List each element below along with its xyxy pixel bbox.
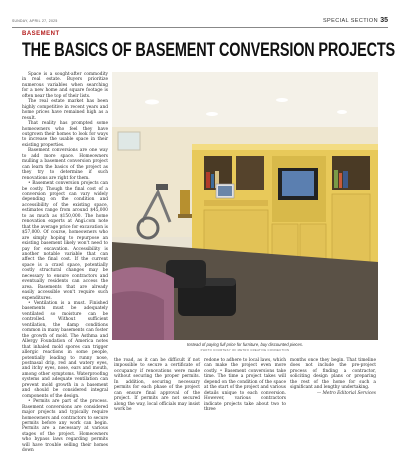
paragraph: redone to adhere to local laws, which can make the project even more costly. • Basement conversions take time. The time a project takes will depend on the condition of the space at the start of the project and various details unique to each conversion. However, various contractors indicate projects take about two to three (204, 358, 286, 413)
page-masthead (12, 17, 388, 28)
photo-caption: Instead of paying full price for furniture, buy discounted pieces. (186, 342, 304, 347)
paragraph: • Ventilation is a must. Finished basements must be adequately ventilated so moisture can be controlled. Without sufficient ventilation, the damp conditions common in many basements can foster the growth of mold. The Asthma and Allergy Foundation of America notes that inhaled mold spores can trigger allergic reactions in some people, potentially leading to runny nose, postnasal drip, red and watery eyes, and itchy eyes, nose, ears and mouth, among other symptoms. Waterproofing systems and adequate ventilation can prevent mold growth in a basement and should be considered integral components of the design. (22, 301, 108, 399)
paragraph: months once they begin. That timeline does not include the pre-project process of finding a contractor, soliciting design plans or preparing the rest of the home for such a significant and lengthy undertaking. (290, 358, 376, 391)
article-column-1 (22, 72, 108, 454)
section-label: SPECIAL SECTION (322, 18, 378, 24)
article-byline: — Metro Editorial Services (316, 390, 376, 396)
paragraph: the road, as it can be difficult if not impossible to secure a certificate of occupancy if renovations were made without securing the proper permits. In addition, securing necessary permits for each phase of the project can ensure final approval of the project. If permits are not secured along the way, local officials may insist work be (114, 358, 200, 413)
article-column-3 (204, 358, 286, 413)
article-column-4 (290, 358, 376, 396)
paragraph: • Permits are part of the process. Basement conversions are considered major projects and typically require homeowners and contractors to secure permits before any work can begin. Permits are a necessary at various stages of the project. Homeowners who bypass laws regarding permits will have trouble selling their homes down (22, 399, 108, 454)
basement-photo (112, 72, 378, 340)
paragraph: Basement conversions are one way to add more space. Homeowners mulling a basement conversion project can learn the basics of the project as they try to determine if such renovations are right for them. (22, 148, 108, 181)
paragraph: Space is a sought-after commodity in real estate. Buyers prioritize numerous variables when searching for a new home and square footage is often near the top of their lists. (22, 72, 108, 99)
paragraph: That reality has prompted some homeowners who feel they have outgrown their homes to look for ways to increase the usable space in their existing properties. (22, 121, 108, 148)
paragraph: • Basement conversion projects can be costly. Though the final cost of a conversion project can vary widely depending on the condition and accessibility of the existing space, estimates range from around $45,000 to as much as $150,000. The home renovation experts at Angi.com note that the average price for excavation is $57,000. Of course, homeowners who are simply hoping to repurpose an existing basement likely won't need to pay for excavation. Accessibility is another notable variable that can affect the final cost. If the current space is a crawl space, potentially costly structural changes may be necessary to ensure contractors and eventually residents can access the area. Basements that are already easily accessible won't require such expenditures. (22, 181, 108, 301)
page-number: 35 (380, 17, 388, 24)
basement-room-image (112, 72, 378, 340)
issue-date: SUNDAY, APRIL 27, 2025 (12, 19, 58, 23)
article-column-2 (114, 358, 200, 413)
section-kicker: BASEMENT (22, 31, 60, 37)
photo-credit: PHOTO COURTESY OF METRO CREATIVE CONNECTION (200, 348, 290, 352)
article-headline: THE BASICS OF BASEMENT CONVERSION PROJECTS (22, 39, 396, 61)
paragraph: The real estate market has been highly competitive in recent years and home prices have remained high as a result. (22, 99, 108, 121)
